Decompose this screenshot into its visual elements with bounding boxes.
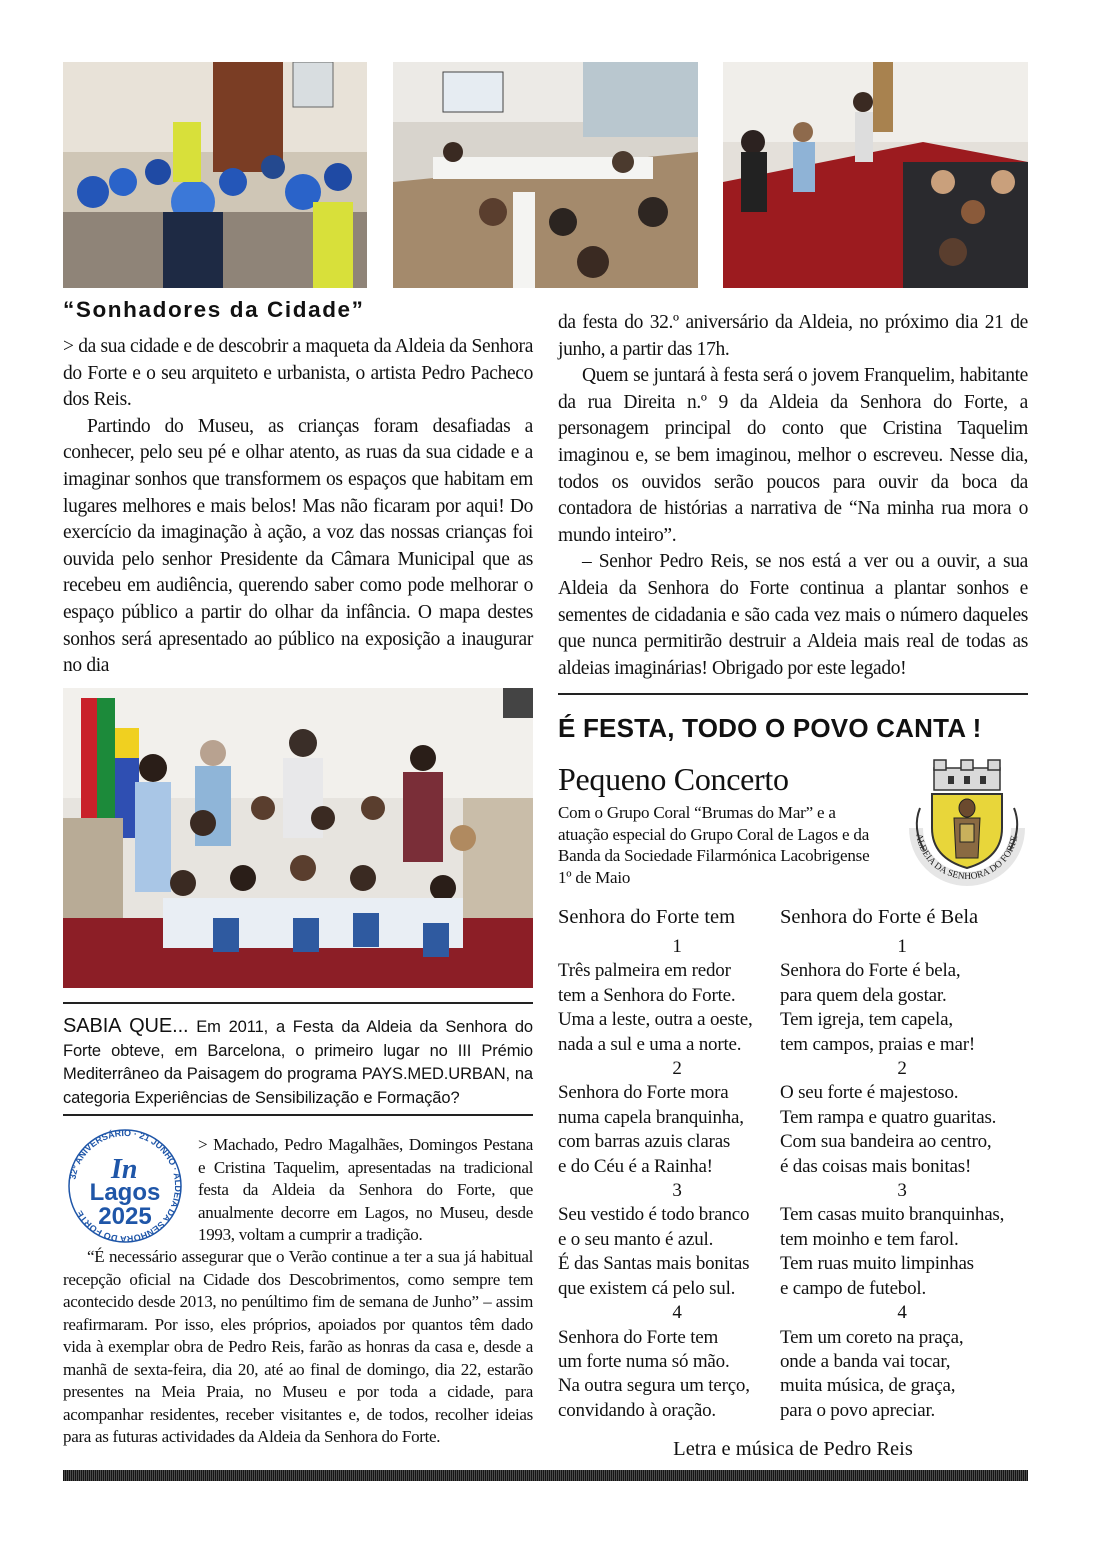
logo-year: 2025: [98, 1203, 152, 1230]
logo-city: Lagos: [89, 1179, 161, 1206]
lyric-line: muita música, de graça,: [780, 1375, 956, 1397]
stanza-number: 1: [672, 936, 682, 957]
photo-auditorium-session: [723, 62, 1028, 288]
song-1-title: Senhora do Forte tem: [558, 906, 736, 928]
lyric-line: onde a banda vai tocar,: [780, 1350, 951, 1372]
paragraph: Quem se juntará à festa será o jovem Franquelim, habitante da rua Direita n.º 9 da Aldeia da Senhora do Forte, a personagem principal do conto que Cristina Taquelim imaginou e, se bem imaginou, melhor o escreveu. Nesse dia, todos os ouvidos serão poucos para ouvir da boca da contadora de histórias a narrativa de “Na minha rua mora o mundo inteiro”.: [558, 365, 1028, 546]
lyric-line: para o povo apreciar.: [780, 1399, 936, 1421]
stanza-number: 2: [672, 1058, 682, 1080]
stanza: [558, 935, 798, 1057]
stanza: [780, 1179, 1030, 1301]
divider: [558, 693, 1028, 695]
lyric-line: É das Santas mais bonitas: [558, 1253, 750, 1275]
divider: [63, 1002, 533, 1004]
photo-children-at-museum: [63, 62, 367, 288]
photo-classroom-workshop: [393, 62, 698, 288]
logo-ring-text: 32º ANIVERSÁRIO · 21 JUNHO · ALDEIA DA SENHORA DO FORTE: [67, 1127, 184, 1245]
stanza-number: 3: [897, 1180, 907, 1202]
concert-title: Pequeno Concerto: [558, 761, 789, 797]
festa-headline: É FESTA, TODO O POVO CANTA !: [558, 713, 982, 743]
paragraph: Partindo do Museu, as crianças foram desafiadas a conhecer, pelo seu pé e olhar atento, as ruas da sua cidade e a imaginar sonhos que transformem os espaços que habitam em lugares melhores e mais belos! Mas não ficaram por aqui! Do exercício da imaginação à ação, a voz das nossas crianças foi ouvida pelo senhor Presidente da Câmara Municipal que as recebeu em audiência, querendo saber como pode melhorar o espaço público a partir do olhar da infância. O mapa destes sonhos será apresentado ao público na exposição a inaugurar no dia: [63, 415, 533, 677]
crest-text: ALDEIA DA SENHORA DO FORTE: [913, 833, 1021, 883]
stanza: [558, 1301, 798, 1423]
article-right-text: [558, 310, 1028, 682]
song-credit: Letra e música de Pedro Reis: [673, 1438, 913, 1460]
lyric-line: para quem dela gostar.: [780, 984, 947, 1006]
lyric-line: numa capela branquinha,: [558, 1106, 744, 1128]
lyric-line: e do Céu é a Rainha!: [558, 1155, 713, 1177]
lyric-line: O seu forte é majestoso.: [780, 1082, 959, 1104]
song-1-lyrics: [558, 935, 798, 1423]
song-2-title: Senhora do Forte é Bela: [780, 906, 979, 928]
lyric-line: e campo de futebol.: [780, 1277, 927, 1299]
lyric-line: nada a sul e uma a norte.: [558, 1033, 742, 1055]
lyric-line: Senhora do Forte tem: [558, 1326, 719, 1348]
stanza: [558, 1179, 798, 1301]
lyric-line: Tem casas muito branquinhas,: [780, 1204, 1005, 1226]
paragraph: – Senhor Pedro Reis, se nos está a ver ou a ouvir, a sua Aldeia da Senhora do Forte continua a plantar sonhos e sementes de cidadania e são cada vez mais o número daqueles que nunca permitirão destruir a Aldeia mais real de todas as aldeias imaginárias! Obrigado por este legado!: [558, 551, 1028, 679]
sabia-que-lead: SABIA QUE...: [63, 1015, 189, 1037]
article2-body: “É necessário assegurar que o Verão continue a ter a sua já habitual recepção oficial na Cidade dos Descobrimentos, como sempre tem acontecido desde 2013, no penúltimo fim de semana de Junho” – assim reafirmaram. Por isso, eles próprios, apoiados por quantos têm dado vida à exemplar obra de Pedro Reis, farão as honras da casa e, desde a manhã de sexta-feira, dia 20, até ao final de domingo, dia 22, estarão presentes na Meia Praia, no Museu e por toda a cidade, para acompanhar residentes, receber visitantes e, de todos, recolher ideias para as futuras actividades da Aldeia da Senhora do Forte.: [63, 1247, 533, 1446]
lyric-line: é das coisas mais bonitas!: [780, 1155, 972, 1177]
article-title: “Sonhadores da Cidade”: [63, 297, 365, 322]
footer-pattern-bar: [63, 1470, 1028, 1481]
lyric-line: Seu vestido é todo branco: [558, 1204, 750, 1226]
stanza: [780, 935, 1030, 1057]
lyric-line: Com sua bandeira ao centro,: [780, 1131, 992, 1153]
lyric-line: tem moinho e tem farol.: [780, 1228, 959, 1250]
paragraph: > da sua cidade e de descobrir a maqueta da Aldeia da Senhora do Forte e o seu arquiteto e urbanista, o artista Pedro Pacheco dos Reis.: [63, 336, 533, 411]
lyric-line: Senhora do Forte mora: [558, 1082, 729, 1104]
lyric-line: que existem cá pelo sul.: [558, 1277, 736, 1299]
lyric-line: Na outra segura um terço,: [558, 1375, 750, 1397]
photo-group-children: [63, 688, 533, 988]
article2-intro: > Machado, Pedro Magalhães, Domingos Pestana e Cristina Taquelim, apresentadas na tradicional festa da Aldeia da Senhora do Forte, que anualmente decorre em Lagos, no Museu, desde 1993, voltam a cumprir a tradição.: [198, 1135, 533, 1244]
lagos-2025-logo: [63, 1126, 187, 1246]
lyric-line: Uma a leste, outra a oeste,: [558, 1009, 753, 1031]
stanza: [558, 1057, 798, 1179]
lyric-line: Tem igreja, tem capela,: [780, 1009, 953, 1031]
stanza: [780, 1057, 1030, 1179]
lyric-line: Tem ruas muito limpinhas: [780, 1253, 974, 1275]
stanza-number: 3: [672, 1180, 682, 1202]
lyric-line: e o seu manto é azul.: [558, 1228, 714, 1250]
lyric-line: Tem rampa e quatro guaritas.: [780, 1106, 997, 1128]
sabia-que-text: Em 2011, a Festa da Aldeia da Senhora do Forte obteve, em Barcelona, o primeiro lugar no III Prémio Mediterrâneo da Paisagem do programa PAYS.MED.URBAN, na categoria Experiências de Sensibilização e Formação?: [63, 1018, 533, 1107]
lyric-line: um forte numa só mão.: [558, 1350, 730, 1372]
concert-description: Com o Grupo Coral “Brumas do Mar” e a atuação especial do Grupo Coral de Lagos e da Banda da Sociedade Filarmónica Lacobrigense 1º de Maio: [558, 803, 870, 887]
stanza-number: 2: [897, 1058, 907, 1080]
lyric-line: com barras azuis claras: [558, 1131, 731, 1153]
lyric-line: tem a Senhora do Forte.: [558, 984, 736, 1006]
paragraph: da festa do 32.º aniversário da Aldeia, no próximo dia 21 de junho, a partir das 17h.: [558, 312, 1028, 360]
lyric-line: convidando à oração.: [558, 1399, 716, 1421]
lyric-line: Senhora do Forte é bela,: [780, 960, 961, 982]
article-left-text: [63, 334, 533, 680]
sabia-que-box: [63, 1015, 533, 1110]
logo-in: In: [111, 1154, 138, 1185]
divider: [63, 1114, 533, 1116]
song-2-lyrics: [780, 935, 1030, 1423]
lyric-line: tem campos, praias e mar!: [780, 1033, 975, 1055]
stanza-number: 4: [672, 1302, 682, 1324]
lyric-line: Tem um coreto na praça,: [780, 1326, 964, 1348]
stanza-number: 1: [897, 936, 907, 957]
stanza: [780, 1301, 1030, 1423]
stanza-number: 4: [897, 1302, 907, 1324]
aldeia-crest-emblem: [902, 758, 1032, 893]
lyric-line: Três palmeira em redor: [558, 960, 731, 982]
